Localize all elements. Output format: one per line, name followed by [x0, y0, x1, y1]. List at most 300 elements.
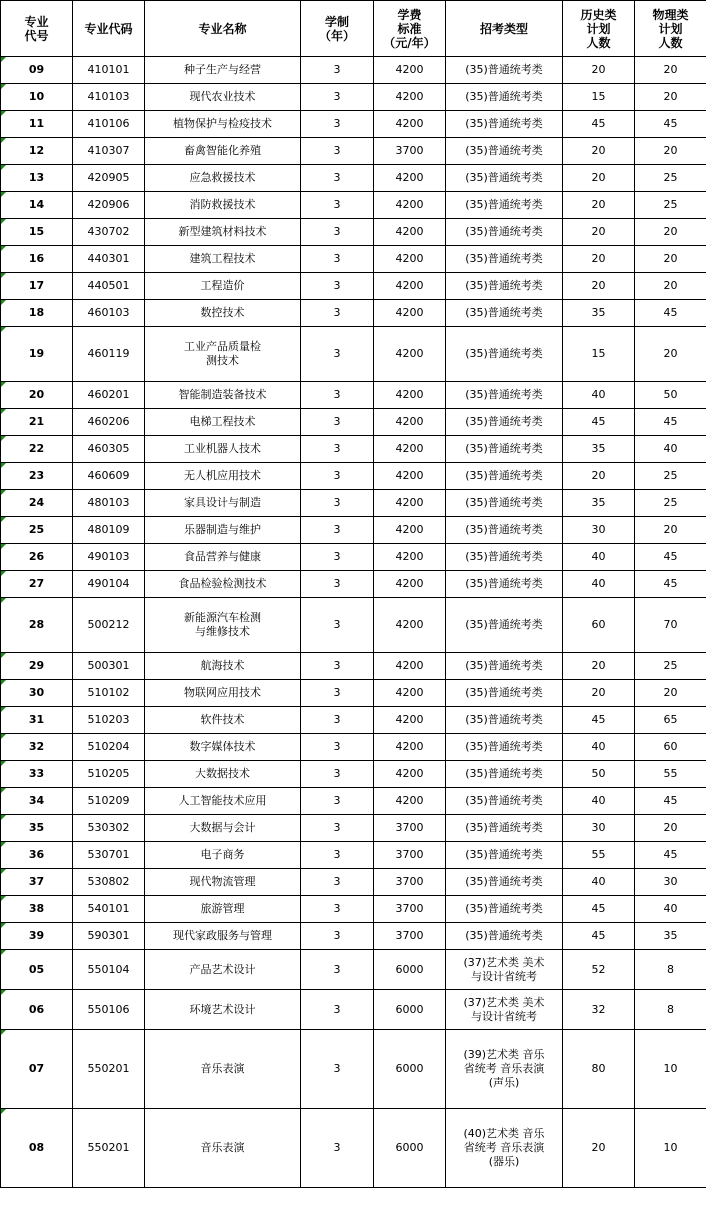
cell-major-code — [73, 436, 145, 463]
cell-physics-plan-text: 35 — [663, 929, 678, 942]
cell-major-code — [73, 734, 145, 761]
cell-physics-plan-text: 10 — [663, 1141, 678, 1154]
cell-exam-type-text: (35)普通统考类 — [465, 496, 543, 509]
cell-history-plan — [563, 761, 635, 788]
cell-major-number — [1, 788, 73, 815]
cell-major-name-text: 产品艺术设计 — [189, 962, 256, 976]
cell-tuition — [374, 111, 446, 138]
cell-major-name — [145, 327, 301, 382]
cell-major-number-text: 05 — [28, 962, 45, 976]
cell-major-code — [73, 138, 145, 165]
cell-major-code-text: 420905 — [87, 171, 130, 184]
cell-major-name — [145, 598, 301, 653]
cell-major-code — [73, 192, 145, 219]
cell-exam-type-text: (35)普通统考类 — [465, 347, 543, 360]
cell-exam-type — [446, 463, 563, 490]
header-major-name: 专业名称 — [145, 1, 301, 57]
cell-history-plan-text: 40 — [591, 388, 606, 401]
cell-physics-plan — [635, 598, 706, 653]
cell-major-number-text: 11 — [28, 117, 45, 130]
cell-major-name — [145, 544, 301, 571]
cell-physics-plan — [635, 409, 706, 436]
cell-history-plan — [563, 463, 635, 490]
cell-major-name — [145, 57, 301, 84]
cell-major-name — [145, 382, 301, 409]
table-row — [1, 571, 706, 598]
cell-tuition-text: 6000 — [395, 1062, 424, 1075]
cell-exam-type — [446, 111, 563, 138]
cell-major-number-text: 33 — [28, 767, 45, 780]
cell-major-number — [1, 598, 73, 653]
cell-tuition-text: 4200 — [395, 686, 424, 699]
cell-major-name-text: 软件技术 — [200, 713, 245, 726]
cell-tuition — [374, 815, 446, 842]
cell-history-plan — [563, 192, 635, 219]
cell-major-number-text: 23 — [28, 469, 45, 482]
cell-major-name — [145, 788, 301, 815]
cell-physics-plan-text: 20 — [663, 347, 678, 360]
cell-tuition-text: 4200 — [395, 306, 424, 319]
cell-duration-text: 3 — [333, 550, 341, 563]
cell-tuition-text: 4200 — [395, 90, 424, 103]
cell-major-name — [145, 490, 301, 517]
cell-physics-plan — [635, 327, 706, 382]
cell-physics-plan — [635, 1109, 706, 1188]
cell-major-code-text: 510209 — [87, 794, 130, 807]
cell-physics-plan-text: 45 — [663, 577, 678, 590]
cell-history-plan — [563, 138, 635, 165]
cell-major-number — [1, 761, 73, 788]
cell-duration — [301, 138, 374, 165]
cell-major-name-text: 新型建筑材料技术 — [178, 225, 267, 238]
cell-history-plan — [563, 950, 635, 990]
cell-physics-plan-text: 45 — [663, 117, 678, 130]
cell-exam-type — [446, 923, 563, 950]
cell-major-name-text: 人工智能技术应用 — [178, 794, 267, 807]
cell-exam-type — [446, 138, 563, 165]
cell-major-name-text: 食品检验检测技术 — [178, 577, 267, 590]
table-row — [1, 111, 706, 138]
cell-duration-text: 3 — [333, 442, 341, 455]
cell-exam-type — [446, 300, 563, 327]
cell-major-name-text: 种子生产与经营 — [184, 63, 261, 76]
cell-major-number-text: 31 — [28, 713, 45, 726]
cell-major-name-text: 数字媒体技术 — [189, 740, 256, 753]
cell-major-code-text: 430702 — [87, 225, 130, 238]
cell-history-plan — [563, 165, 635, 192]
cell-exam-type — [446, 571, 563, 598]
cell-exam-type — [446, 815, 563, 842]
cell-major-number — [1, 571, 73, 598]
cell-major-code — [73, 1109, 145, 1188]
cell-major-number — [1, 436, 73, 463]
cell-major-name-text: 建筑工程技术 — [189, 252, 256, 265]
cell-physics-plan — [635, 517, 706, 544]
cell-major-name-text: 畜禽智能化养殖 — [184, 144, 261, 157]
cell-duration — [301, 300, 374, 327]
cell-major-name — [145, 653, 301, 680]
cell-physics-plan — [635, 436, 706, 463]
cell-duration — [301, 923, 374, 950]
header-exam-type: 招考类型 — [446, 1, 563, 57]
cell-history-plan-text: 20 — [591, 63, 606, 76]
header-physics-plan: 物理类 计划 人数 — [635, 1, 706, 57]
cell-history-plan — [563, 680, 635, 707]
cell-history-plan-text: 80 — [591, 1062, 606, 1075]
cell-major-code-text: 410103 — [87, 90, 130, 103]
cell-major-code — [73, 788, 145, 815]
cell-major-code — [73, 273, 145, 300]
cell-major-name — [145, 246, 301, 273]
cell-major-number-text: 06 — [28, 1002, 45, 1016]
cell-major-code — [73, 923, 145, 950]
cell-major-number-text: 26 — [28, 550, 45, 563]
cell-exam-type-text: (35)普通统考类 — [465, 550, 543, 563]
cell-tuition-text: 6000 — [395, 962, 424, 976]
cell-duration-text: 3 — [333, 63, 341, 76]
cell-tuition — [374, 192, 446, 219]
cell-major-code-text: 530802 — [87, 875, 130, 888]
cell-major-name-text: 旅游管理 — [200, 902, 245, 915]
cell-exam-type-text: (35)普通统考类 — [465, 279, 543, 292]
cell-duration-text: 3 — [333, 388, 341, 401]
cell-history-plan — [563, 409, 635, 436]
cell-major-number — [1, 382, 73, 409]
cell-tuition-text: 4200 — [395, 252, 424, 265]
cell-exam-type — [446, 1109, 563, 1188]
table-row — [1, 680, 706, 707]
cell-history-plan-text: 55 — [591, 848, 606, 861]
cell-physics-plan-text: 25 — [663, 659, 678, 672]
cell-exam-type-text: (35)普通统考类 — [465, 63, 543, 76]
cell-exam-type — [446, 165, 563, 192]
cell-major-code-text: 410106 — [87, 117, 130, 130]
cell-duration — [301, 544, 374, 571]
cell-duration-text: 3 — [333, 659, 341, 672]
cell-history-plan-text: 20 — [591, 252, 606, 265]
cell-duration — [301, 990, 374, 1030]
cell-duration-text: 3 — [333, 469, 341, 482]
cell-major-code-text: 550106 — [87, 1002, 130, 1016]
cell-duration — [301, 653, 374, 680]
cell-duration — [301, 707, 374, 734]
cell-duration-text: 3 — [333, 902, 341, 915]
cell-tuition-text: 4200 — [395, 577, 424, 590]
cell-exam-type-text: (35)普通统考类 — [465, 686, 543, 699]
cell-physics-plan-text: 20 — [663, 279, 678, 292]
cell-history-plan-text: 35 — [591, 306, 606, 319]
cell-major-code — [73, 490, 145, 517]
cell-major-name — [145, 896, 301, 923]
cell-major-number-text: 10 — [28, 90, 45, 103]
cell-tuition-text: 4200 — [395, 388, 424, 401]
cell-major-name-text: 消防救援技术 — [189, 198, 256, 211]
cell-major-code-text: 510204 — [87, 740, 130, 753]
cell-tuition — [374, 788, 446, 815]
cell-major-number — [1, 950, 73, 990]
cell-major-name — [145, 1030, 301, 1109]
cell-physics-plan — [635, 544, 706, 571]
cell-history-plan — [563, 598, 635, 653]
cell-major-number-text: 32 — [28, 740, 45, 753]
cell-tuition-text: 4200 — [395, 659, 424, 672]
cell-duration — [301, 327, 374, 382]
table-row — [1, 490, 706, 517]
cell-major-number-text: 16 — [28, 252, 45, 265]
cell-history-plan — [563, 734, 635, 761]
cell-physics-plan-text: 40 — [663, 442, 678, 455]
cell-physics-plan-text: 25 — [663, 469, 678, 482]
cell-tuition-text: 4200 — [395, 171, 424, 184]
header-tuition: 学费 标准 （元/年） — [374, 1, 446, 57]
cell-major-name-text: 智能制造装备技术 — [178, 388, 267, 401]
cell-major-code — [73, 517, 145, 544]
cell-major-code — [73, 653, 145, 680]
cell-exam-type — [446, 84, 563, 111]
cell-tuition — [374, 165, 446, 192]
cell-duration-text: 3 — [333, 1062, 341, 1075]
cell-exam-type-text: (35)普通统考类 — [465, 523, 543, 536]
cell-major-number-text: 38 — [28, 902, 45, 915]
cell-exam-type-text: (35)普通统考类 — [465, 198, 543, 211]
cell-major-code — [73, 815, 145, 842]
cell-major-name-text: 现代农业技术 — [189, 90, 256, 103]
cell-major-number — [1, 734, 73, 761]
table-row — [1, 409, 706, 436]
cell-major-number — [1, 138, 73, 165]
cell-tuition-text: 4200 — [395, 740, 424, 753]
cell-history-plan — [563, 490, 635, 517]
cell-major-number — [1, 680, 73, 707]
cell-major-code — [73, 382, 145, 409]
cell-physics-plan-text: 25 — [663, 496, 678, 509]
cell-history-plan — [563, 84, 635, 111]
cell-exam-type-text: (35)普通统考类 — [465, 442, 543, 455]
cell-major-code-text: 550201 — [87, 1062, 130, 1075]
cell-major-code-text: 500212 — [87, 618, 130, 631]
cell-major-number-text: 28 — [28, 618, 45, 631]
cell-exam-type — [446, 734, 563, 761]
cell-history-plan-text: 20 — [591, 686, 606, 699]
cell-tuition — [374, 138, 446, 165]
cell-physics-plan-text: 60 — [663, 740, 678, 753]
cell-major-name — [145, 571, 301, 598]
cell-duration — [301, 950, 374, 990]
cell-tuition — [374, 990, 446, 1030]
cell-tuition — [374, 598, 446, 653]
cell-major-name — [145, 923, 301, 950]
cell-major-number — [1, 192, 73, 219]
cell-major-name-text: 现代物流管理 — [189, 875, 256, 888]
cell-major-code — [73, 463, 145, 490]
table-row — [1, 734, 706, 761]
cell-exam-type — [446, 1030, 563, 1109]
cell-major-name — [145, 273, 301, 300]
cell-exam-type-text: (35)普通统考类 — [465, 415, 543, 428]
cell-major-name — [145, 517, 301, 544]
cell-duration — [301, 219, 374, 246]
cell-history-plan-text: 40 — [591, 794, 606, 807]
cell-exam-type-text: (35)普通统考类 — [465, 117, 543, 130]
cell-exam-type-text: (35)普通统考类 — [465, 713, 543, 726]
cell-duration-text: 3 — [333, 767, 341, 780]
cell-exam-type-text: (35)普通统考类 — [465, 618, 543, 631]
cell-major-number-text: 29 — [28, 659, 45, 672]
cell-major-number — [1, 1030, 73, 1109]
cell-major-number-text: 09 — [28, 63, 45, 76]
cell-history-plan — [563, 990, 635, 1030]
cell-physics-plan — [635, 273, 706, 300]
cell-major-code-text: 550104 — [87, 962, 130, 976]
cell-exam-type — [446, 842, 563, 869]
cell-duration — [301, 788, 374, 815]
cell-history-plan — [563, 653, 635, 680]
cell-major-name — [145, 950, 301, 990]
cell-history-plan-text: 45 — [591, 713, 606, 726]
cell-duration-text: 3 — [333, 347, 341, 360]
cell-tuition — [374, 219, 446, 246]
cell-duration — [301, 1030, 374, 1109]
cell-physics-plan-text: 20 — [663, 90, 678, 103]
cell-major-name — [145, 111, 301, 138]
cell-exam-type-text: (35)普通统考类 — [465, 90, 543, 103]
cell-major-name-text: 音乐表演 — [200, 1062, 245, 1075]
cell-major-number — [1, 300, 73, 327]
cell-major-code — [73, 950, 145, 990]
table-row — [1, 382, 706, 409]
cell-tuition-text: 3700 — [395, 929, 424, 942]
cell-physics-plan-text: 25 — [663, 198, 678, 211]
cell-major-code — [73, 869, 145, 896]
cell-major-code — [73, 300, 145, 327]
cell-tuition-text: 3700 — [395, 902, 424, 915]
cell-major-name-text: 数控技术 — [200, 306, 245, 319]
cell-tuition — [374, 382, 446, 409]
cell-tuition — [374, 950, 446, 990]
cell-exam-type-text: (35)普通统考类 — [465, 388, 543, 401]
table-row — [1, 463, 706, 490]
cell-tuition — [374, 896, 446, 923]
table-row — [1, 300, 706, 327]
cell-major-number — [1, 219, 73, 246]
cell-physics-plan-text: 25 — [663, 171, 678, 184]
cell-tuition — [374, 463, 446, 490]
cell-major-number-text: 20 — [28, 388, 45, 401]
cell-major-code — [73, 165, 145, 192]
cell-duration — [301, 869, 374, 896]
cell-history-plan — [563, 111, 635, 138]
table-header — [1, 1, 706, 57]
cell-major-code — [73, 761, 145, 788]
cell-history-plan-text: 32 — [591, 1002, 606, 1016]
cell-major-name — [145, 463, 301, 490]
cell-major-code-text: 510102 — [87, 686, 130, 699]
cell-tuition-text: 4200 — [395, 198, 424, 211]
cell-major-code-text: 540101 — [87, 902, 130, 915]
cell-duration-text: 3 — [333, 171, 341, 184]
cell-tuition-text: 4200 — [395, 225, 424, 238]
cell-major-name-text: 现代家政服务与管理 — [173, 929, 272, 942]
cell-exam-type-text: (35)普通统考类 — [465, 577, 543, 590]
cell-major-code-text: 410307 — [87, 144, 130, 157]
cell-duration — [301, 111, 374, 138]
cell-history-plan-text: 40 — [591, 550, 606, 563]
cell-tuition — [374, 653, 446, 680]
cell-physics-plan-text: 45 — [663, 550, 678, 563]
table-row — [1, 923, 706, 950]
cell-history-plan-text: 20 — [591, 144, 606, 157]
cell-major-code — [73, 409, 145, 436]
cell-physics-plan-text: 8 — [667, 1002, 674, 1016]
cell-tuition — [374, 1030, 446, 1109]
cell-major-number — [1, 84, 73, 111]
cell-physics-plan — [635, 463, 706, 490]
cell-history-plan-text: 30 — [591, 523, 606, 536]
cell-major-code-text: 460305 — [87, 442, 130, 455]
cell-tuition-text: 3700 — [395, 144, 424, 157]
cell-tuition — [374, 273, 446, 300]
cell-history-plan-text: 45 — [591, 929, 606, 942]
cell-history-plan-text: 20 — [591, 225, 606, 238]
cell-physics-plan — [635, 165, 706, 192]
table-row — [1, 1109, 706, 1188]
cell-tuition-text: 4200 — [395, 442, 424, 455]
cell-major-number — [1, 165, 73, 192]
cell-major-code — [73, 544, 145, 571]
cell-history-plan — [563, 219, 635, 246]
cell-exam-type-text: (37)艺术类 美术 与设计省统考 — [463, 955, 545, 983]
cell-history-plan-text: 40 — [591, 577, 606, 590]
cell-exam-type — [446, 192, 563, 219]
cell-exam-type — [446, 57, 563, 84]
cell-tuition — [374, 84, 446, 111]
cell-duration — [301, 842, 374, 869]
cell-major-name-text: 物联网应用技术 — [184, 686, 261, 699]
cell-duration-text: 3 — [333, 875, 341, 888]
table-row — [1, 950, 706, 990]
cell-major-code — [73, 1030, 145, 1109]
cell-major-number — [1, 273, 73, 300]
cell-history-plan — [563, 788, 635, 815]
cell-exam-type-text: (37)艺术类 美术 与设计省统考 — [463, 995, 545, 1023]
cell-major-number-text: 07 — [28, 1062, 45, 1075]
cell-major-name-text: 食品营养与健康 — [184, 550, 261, 563]
cell-physics-plan-text: 10 — [663, 1062, 678, 1075]
cell-exam-type — [446, 788, 563, 815]
cell-tuition-text: 4200 — [395, 117, 424, 130]
table-row — [1, 192, 706, 219]
cell-physics-plan-text: 30 — [663, 875, 678, 888]
cell-history-plan — [563, 869, 635, 896]
cell-major-number-text: 37 — [28, 875, 45, 888]
cell-major-number-text: 35 — [28, 821, 45, 834]
cell-exam-type — [446, 327, 563, 382]
cell-duration — [301, 517, 374, 544]
cell-history-plan-text: 20 — [591, 469, 606, 482]
cell-physics-plan-text: 20 — [663, 144, 678, 157]
table-row — [1, 896, 706, 923]
table-row — [1, 57, 706, 84]
cell-physics-plan-text: 8 — [667, 962, 674, 976]
cell-major-code — [73, 111, 145, 138]
cell-tuition-text: 6000 — [395, 1141, 424, 1154]
header-duration: 学制 （年） — [301, 1, 374, 57]
cell-tuition — [374, 246, 446, 273]
cell-physics-plan-text: 20 — [663, 523, 678, 536]
cell-exam-type — [446, 273, 563, 300]
cell-physics-plan — [635, 842, 706, 869]
cell-major-number-text: 27 — [28, 577, 45, 590]
